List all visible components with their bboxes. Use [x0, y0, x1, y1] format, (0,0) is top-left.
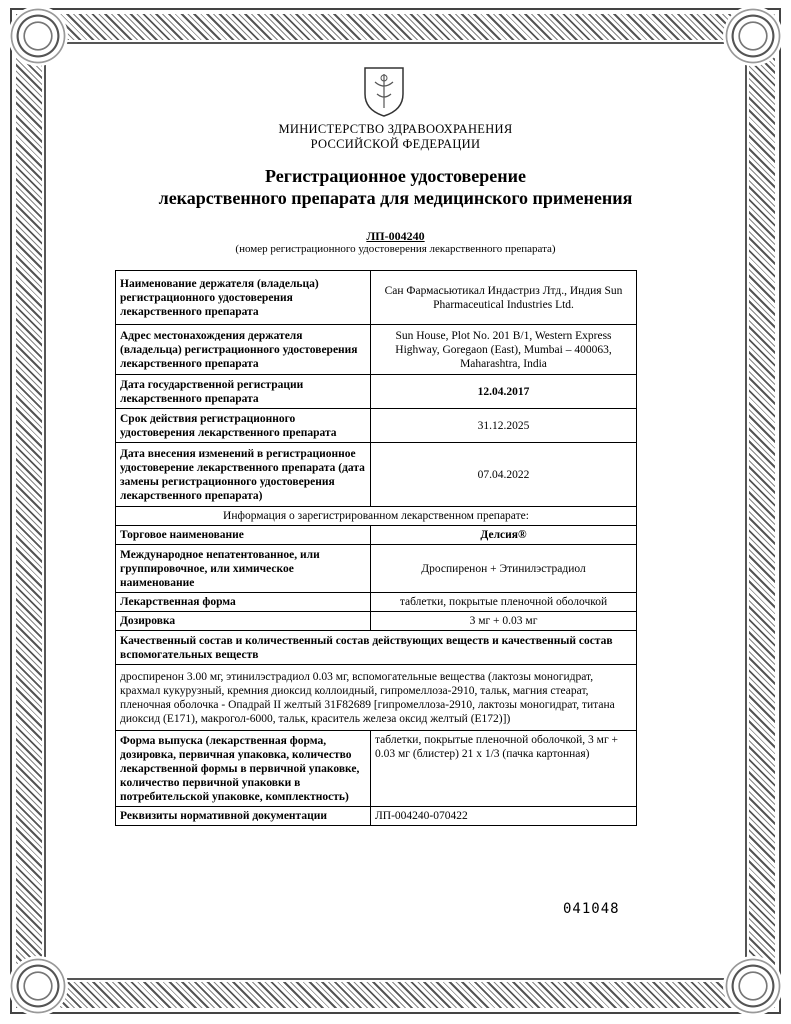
table-row — [116, 443, 637, 507]
release-form-label: Форма выпуска (лекарственная форма, дозировка, первичная упаковка, количество лекарственной формы в первичной упаковке, количество первичной упаковки в потребительской упаковке, комплектность) — [116, 731, 371, 807]
registration-number-note: (номер регистрационного удостоверения лекарственного препарата) — [235, 243, 556, 255]
document-title-line2: лекарственного препарата для медицинского применения — [158, 188, 633, 208]
registration-date-value: 12.04.2017 — [371, 375, 637, 409]
dosage-form-value: таблетки, покрытые пленочной оболочкой — [371, 593, 637, 612]
corner-rosette — [723, 6, 783, 66]
table-row — [116, 325, 637, 375]
table-row — [116, 631, 637, 665]
table-row — [116, 593, 637, 612]
holder-name-label: Наименование держателя (владельца) регистрационного удостоверения лекарственного препарата — [116, 271, 371, 325]
holder-address-value: Sun House, Plot No. 201 B/1, Western Express Highway, Goregaon (East), Mumbai – 400063, Maharashtra, India — [371, 325, 637, 375]
table-row — [116, 807, 637, 826]
ministry-name-line2: РОССИЙСКОЙ ФЕДЕРАЦИИ — [310, 137, 481, 151]
registration-number: ЛП-004240 — [366, 229, 425, 243]
normative-doc-label: Реквизиты нормативной документации — [116, 807, 371, 826]
document-title-line1: Регистрационное удостоверение — [265, 166, 526, 186]
corner-rosette — [8, 6, 68, 66]
table-row — [116, 526, 637, 545]
ministry-name-line1: МИНИСТЕРСТВО ЗДРАВООХРАНЕНИЯ — [278, 122, 513, 136]
dosage-label: Дозировка — [116, 612, 371, 631]
changes-date-label: Дата внесения изменений в регистрационное удостоверение лекарственного препарата (дата замены регистрационного удостоверения лекарственного препарата) — [116, 443, 371, 507]
holder-address-label: Адрес местонахождения держателя (владельца) регистрационного удостоверения лекарственного препарата — [116, 325, 371, 375]
corner-rosette — [8, 956, 68, 1016]
table-row — [116, 545, 637, 593]
inn-label: Международное непатентованное, или группировочное, или химическое наименование — [116, 545, 371, 593]
registration-date-label: Дата государственной регистрации лекарственного препарата — [116, 375, 371, 409]
form-serial-number: 041048 — [563, 901, 620, 917]
table-row — [116, 612, 637, 631]
composition-text: дроспиренон 3.00 мг, этинилэстрадиол 0.03 мг, вспомогательные вещества (лактозы моногидрат, крахмал кукурузный, кремния диоксид коллоидный, гипромеллоза-2910, тальк, магния стеарат, пленочная оболочка - Опадрай II желтый 31F82689 [гипромеллоза-2910, лактозы моногидрат, титана диоксид (Е171), макрогол-6000, тальк, краситель железа оксид желтый (Е172)]) — [116, 665, 637, 731]
corner-rosette — [723, 956, 783, 1016]
table-row — [116, 665, 637, 731]
table-row — [116, 375, 637, 409]
trade-name-value: Делсия® — [371, 526, 637, 545]
dosage-form-label: Лекарственная форма — [116, 593, 371, 612]
validity-value: 31.12.2025 — [371, 409, 637, 443]
dosage-value: 3 мг + 0.03 мг — [371, 612, 637, 631]
changes-date-value: 07.04.2022 — [371, 443, 637, 507]
normative-doc-value: ЛП-004240-070422 — [371, 807, 637, 826]
holder-name-value: Сан Фармасьютикал Индастриз Лтд., Индия Sun Pharmaceutical Industries Ltd. — [371, 271, 637, 325]
table-row — [116, 409, 637, 443]
info-heading: Информация о зарегистрированном лекарственном препарате: — [116, 507, 637, 526]
table-row — [116, 731, 637, 807]
validity-label: Срок действия регистрационного удостоверения лекарственного препарата — [116, 409, 371, 443]
inn-value: Дроспиренон + Этинилэстрадиол — [371, 545, 637, 593]
registration-table — [115, 270, 637, 826]
release-form-value: таблетки, покрытые пленочной оболочкой, 3 мг + 0.03 мг (блистер) 21 х 1/3 (пачка картонная) — [371, 731, 637, 807]
trade-name-label: Торговое наименование — [116, 526, 371, 545]
table-row — [116, 271, 637, 325]
composition-heading: Качественный состав и количественный состав действующих веществ и качественный состав вспомогательных веществ — [116, 631, 637, 665]
coat-of-arms-emblem — [361, 64, 407, 118]
table-row — [116, 507, 637, 526]
